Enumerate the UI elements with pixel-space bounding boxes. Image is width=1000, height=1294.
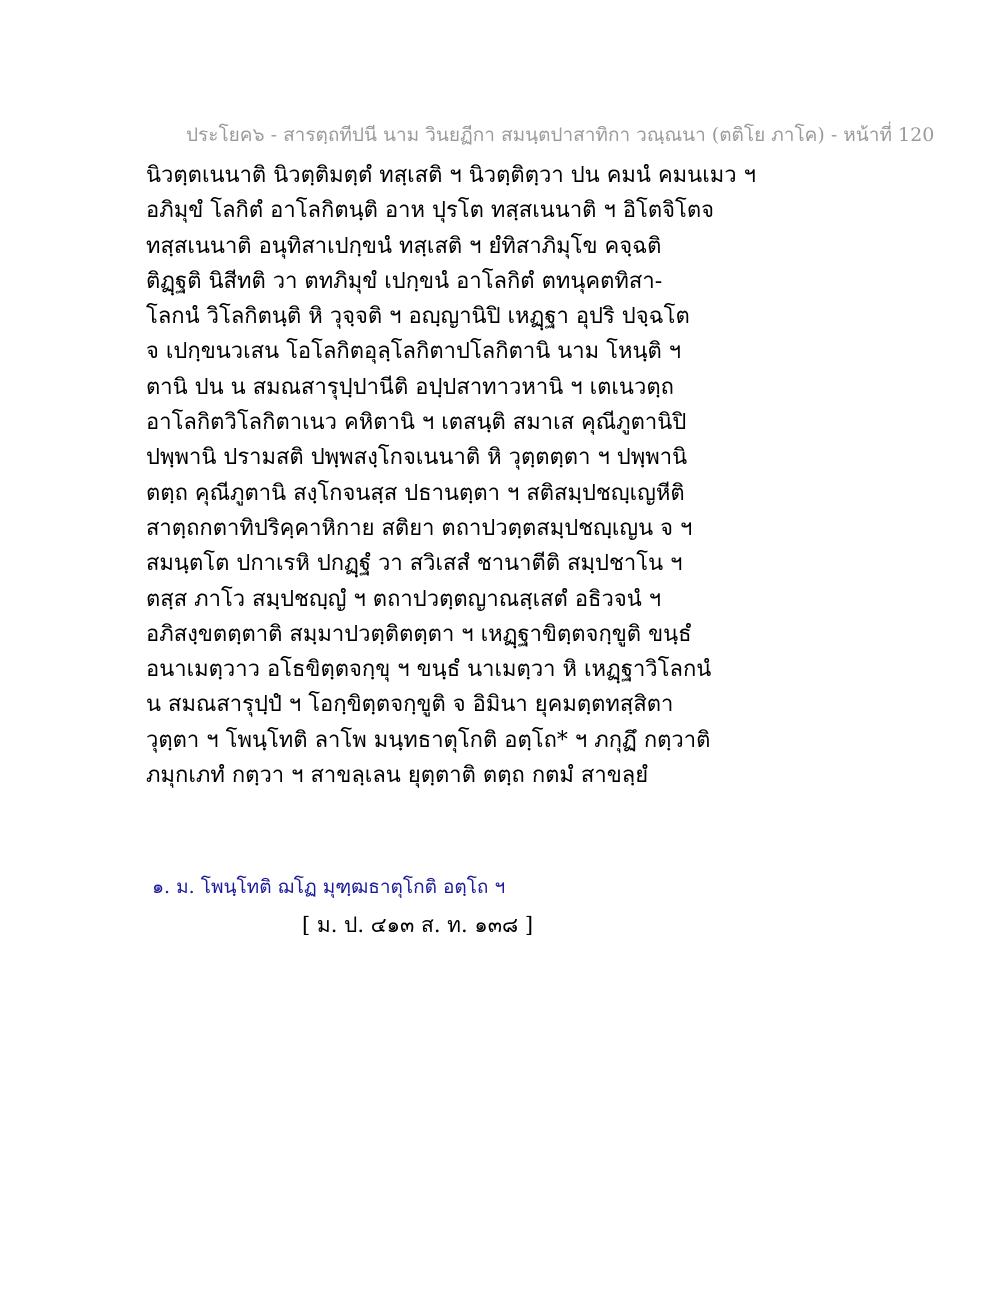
text-line: ตตฺถ คุณีภูตานิ สงฺโกจนสฺส ปธานตฺตา ฯ สติสมฺปชญฺเญหีติ [146,480,685,506]
text-line: อนาเมตฺวาว อโธขิตฺตจกฺขุ ฯ ขนฺธํ นาเมตฺวา หิ เหฏฺฐาวิโลกนํ [146,657,712,683]
page-header: ประโยค๖ - สารตฺถทีปนี นาม วินยฏีกา สมนฺตปาสาทิกา วณฺณนา (ตติโย ภาโค) - หน้าที่ 120 [186,124,935,146]
text-line: นิวตฺตเนนาติ นิวตฺติมตฺตํ ทสฺเสติ ฯ นิวตฺติตฺวา ปน คมนํ คมนเมว ฯ [146,163,756,188]
body-text [146,158,846,793]
text-line: ปพฺพานิ ปรามสติ ปพฺพสงฺโกจเนนาติ หิ วุตฺตตฺตา ฯ ปพฺพานิ [146,445,688,471]
text-line: สาตฺถกตาทิปริคฺคาหิกาย สติยา ตถาปวตฺตสมฺปชญฺเญน จ ฯ [146,515,693,541]
text-line: น สมณสารุปฺปํ ฯ โอกฺขิตฺตจกฺขูติ จ อิมินา ยุคมตฺตทสฺสิตา [146,692,674,718]
text-line: อภิมุขํ โลกิตํ อาโลกิตนฺติ อาห ปุรโต ทสฺสเนนาติ ฯ อิโตจิโตจ [146,198,715,224]
text-line: ตสฺส ภาโว สมฺปชญฺญํ ฯ ตถาปวตฺตญาณสฺเสตํ อธิวจนํ ฯ [146,586,662,612]
text-line: อาโลกิตวิโลกิตาเนว คหิตานิ ฯ เตสนฺติ สมาเส คุณีภูตานิปิ [146,410,687,436]
text-line: วุตฺตา ฯ โพนฺโทติ ลาโพ มนฺทธาตุโกติ อตฺโถ* ฯ ภกุฏึ กตฺวาติ [146,727,711,753]
text-line: สมนฺตโต ปกาเรหิ ปกฏฺฐํ วา สวิเสสํ ชานาตีติ สมฺปชาโน ฯ [146,551,683,577]
text-line: จ เปกฺขนวเสน โอโลกิตอุลฺโลกิตาปโลกิตานิ นาม โหนฺติ ฯ [146,339,682,365]
text-line: อภิสงฺขตตฺตาติ สมฺมาปวตฺติตตฺตา ฯ เหฏฺฐาขิตฺตจกฺขูติ ขนฺธํ [146,621,692,647]
text-line: ทสฺสเนนาติ อนุทิสาเปกฺขนํ ทสฺเสติ ฯ ยํทิสาภิมุโข คจฺฉติ [146,233,662,259]
text-line: ตานิ ปน น สมณสารุปฺปานีติ อปฺปสาทาวหานิ ฯ เตเนวตฺถ [146,374,674,400]
text-line: โลกนํ วิโลกิตนฺติ หิ วุจฺจติ ฯ อญฺญานิปิ เหฏฺฐา อุปริ ปจฺฉโต [146,304,690,330]
text-line: ภมุกเภทํ กตฺวา ฯ สาขลฺเลน ยุตฺตาติ ตตฺถ กตมํ สาขลฺยํ [146,763,649,789]
text-line: ติฏฺฐติ นิสีทติ วา ตทภิมุขํ เปกฺขนํ อาโลกิตํ ตทนุคตทิสา- [146,268,663,294]
page-reference: [ ม. ป. ๔๑๓ ส. ท. ๑๓๘ ] [302,913,534,937]
footnote: ๑. ม. โพนฺโทติ ฌโฏ มุฑฺฒธาตุโกติ อตฺโถ ฯ [152,876,506,898]
